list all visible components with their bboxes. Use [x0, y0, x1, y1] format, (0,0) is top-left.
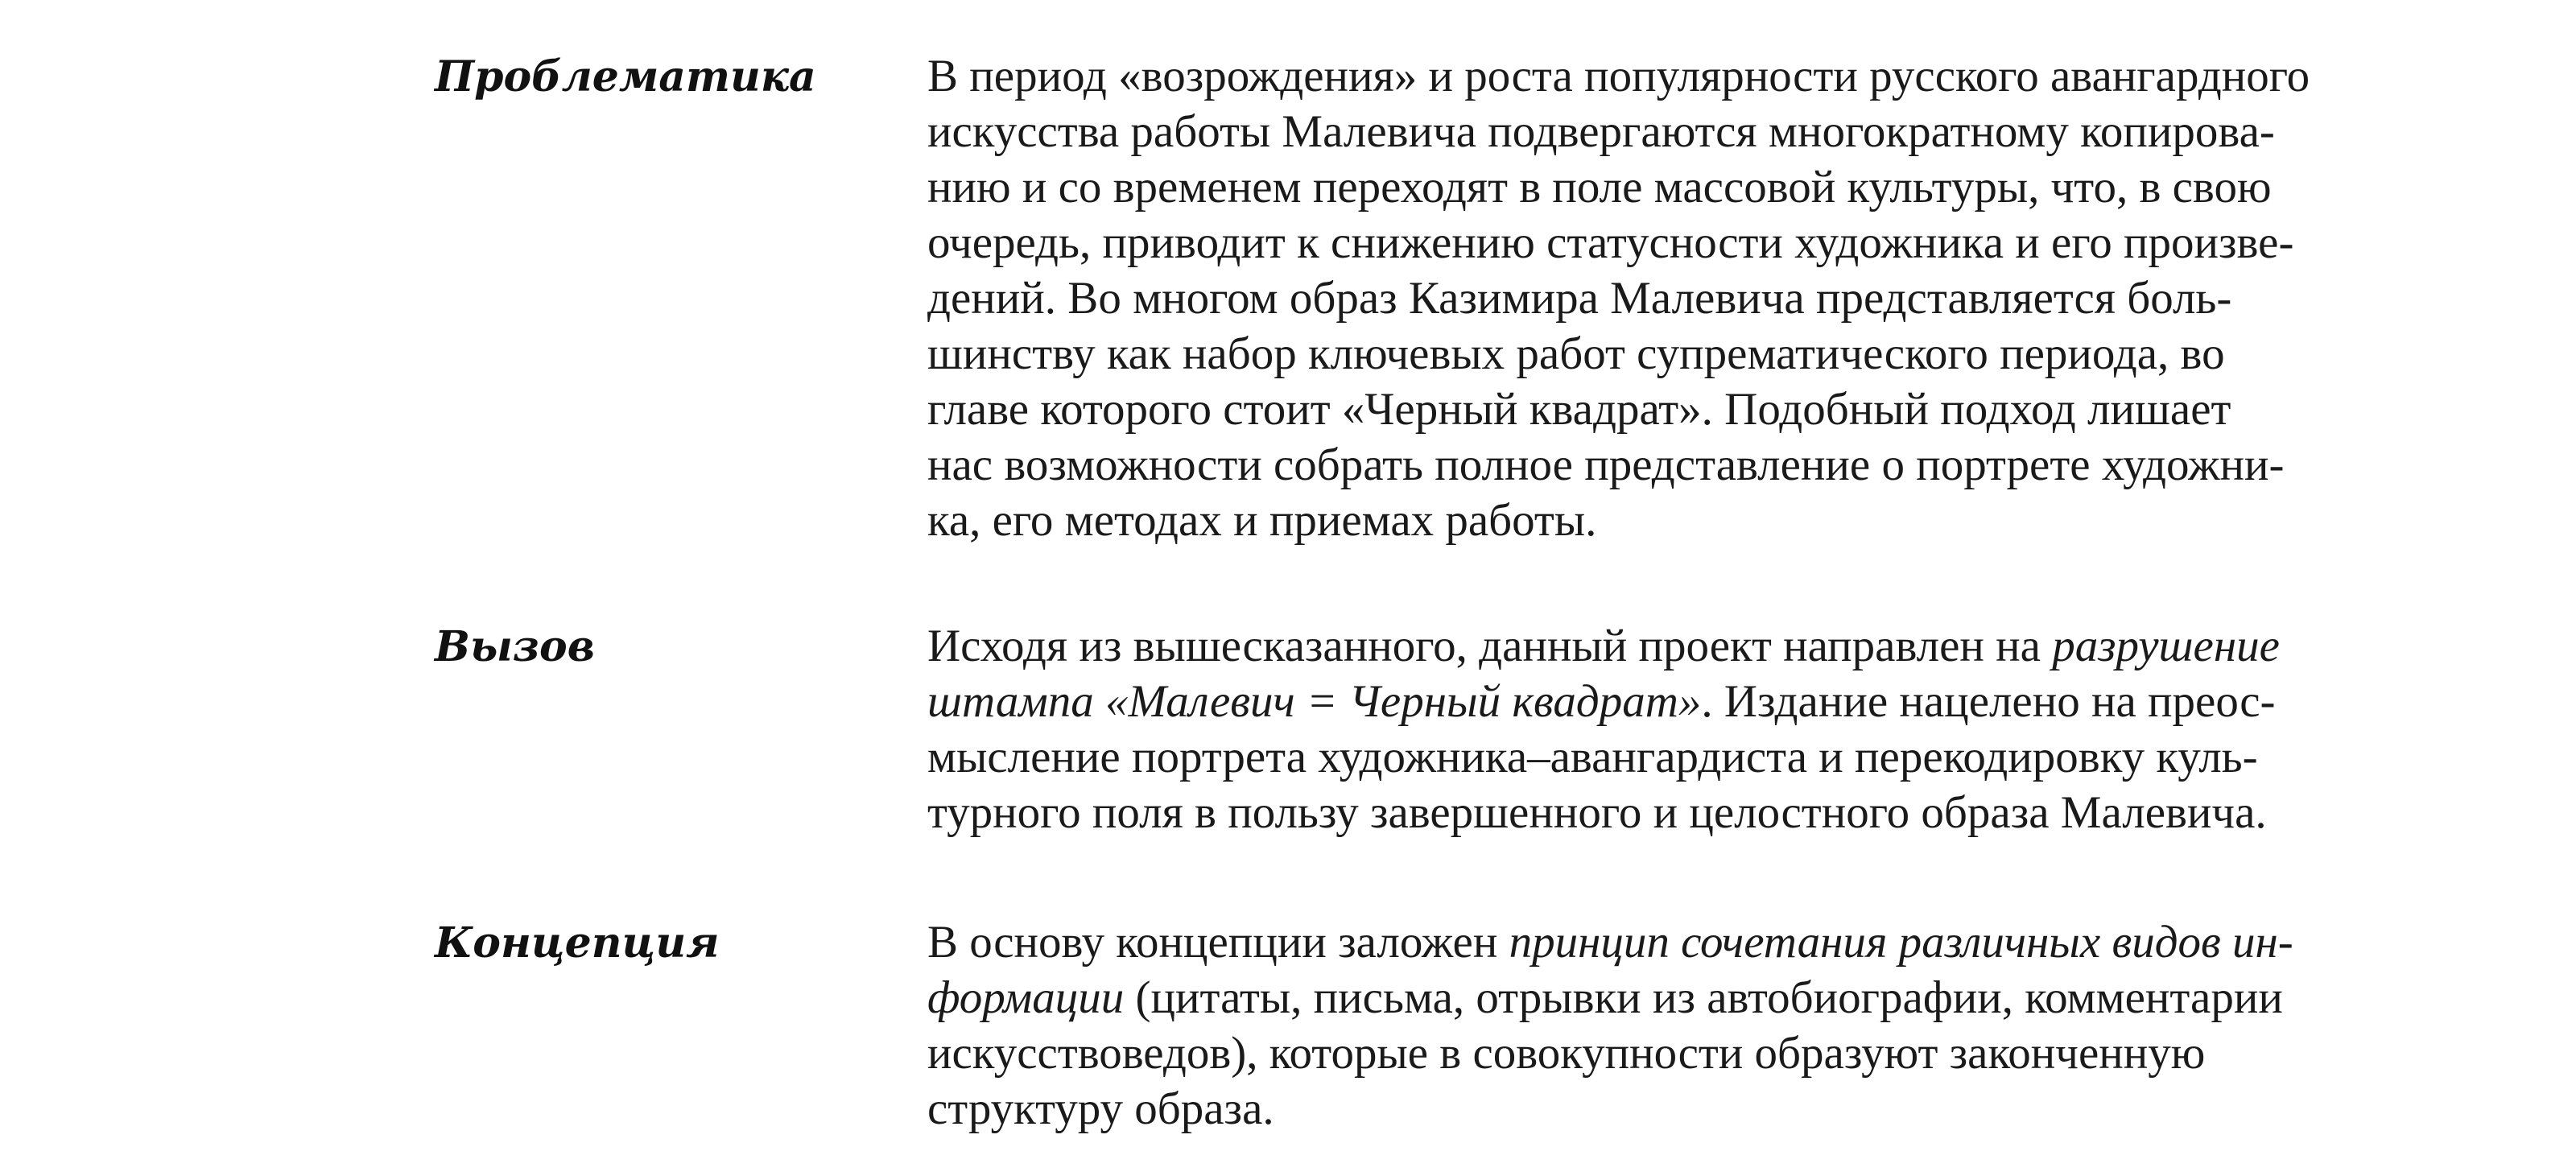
text-line: нию и со временем переходят в поле массовой культуры, что, в свою: [927, 162, 2272, 213]
text-run: . Издание нацелено на преос-: [1701, 676, 2276, 727]
section-text-concept: [927, 914, 2457, 1137]
text-line: [927, 914, 2457, 970]
text-line: В период «возрождения» и роста популярности русского авангардного: [927, 51, 2310, 101]
text-line: нас возможности собрать полное представление о портрете художни-: [927, 439, 2285, 490]
text-line: главе которого стоит «Черный квадрат». Подобный подход лишает: [927, 384, 2231, 435]
section-label-challenge: Вызов: [435, 622, 595, 671]
text-line: искусства работы Малевича подвергаются многократному копирова-: [927, 106, 2275, 157]
text-line: дений. Во многом образ Казимира Малевича представляется боль-: [927, 273, 2232, 324]
text-line: мысление портрета художника–авангардиста и перекодировку куль-: [927, 732, 2258, 782]
text-line: очередь, приводит к снижению статусности художника и его произве-: [927, 217, 2294, 268]
section-text-challenge: [927, 618, 2457, 840]
text-run: (цитаты, письма, отрывки из автобиографии, комментарии: [1124, 972, 2283, 1023]
text-line: [927, 970, 2457, 1025]
text-run: В основу концепции заложен: [927, 917, 1509, 968]
section-label-concept: Концепция: [435, 918, 720, 968]
section-label-problem: Проблематика: [435, 52, 816, 101]
text-run: Исходя из вышесказанного, данный проект направлен на: [927, 621, 2053, 671]
text-line: [927, 618, 2457, 674]
section-text-problem: [927, 48, 2457, 548]
text-line: ка, его методах и приемах работы.: [927, 495, 1597, 546]
text-line: структуру образа.: [927, 1083, 1274, 1134]
emphasis-text: штампа «Малевич = Черный квадрат»: [927, 676, 1702, 727]
text-line: [927, 674, 2457, 729]
text-line: искусствоведов), которые в совокупности образуют законченную: [927, 1028, 2206, 1079]
text-line: шинству как набор ключевых работ супрематического периода, во: [927, 328, 2225, 379]
emphasis-text: формации: [927, 972, 1125, 1023]
emphasis-text: принцип сочетания различных видов ин-: [1509, 917, 2293, 968]
text-line: турного поля в пользу завершенного и целостного образа Малевича.: [927, 787, 2267, 838]
emphasis-text: разрушение: [2052, 621, 2280, 671]
